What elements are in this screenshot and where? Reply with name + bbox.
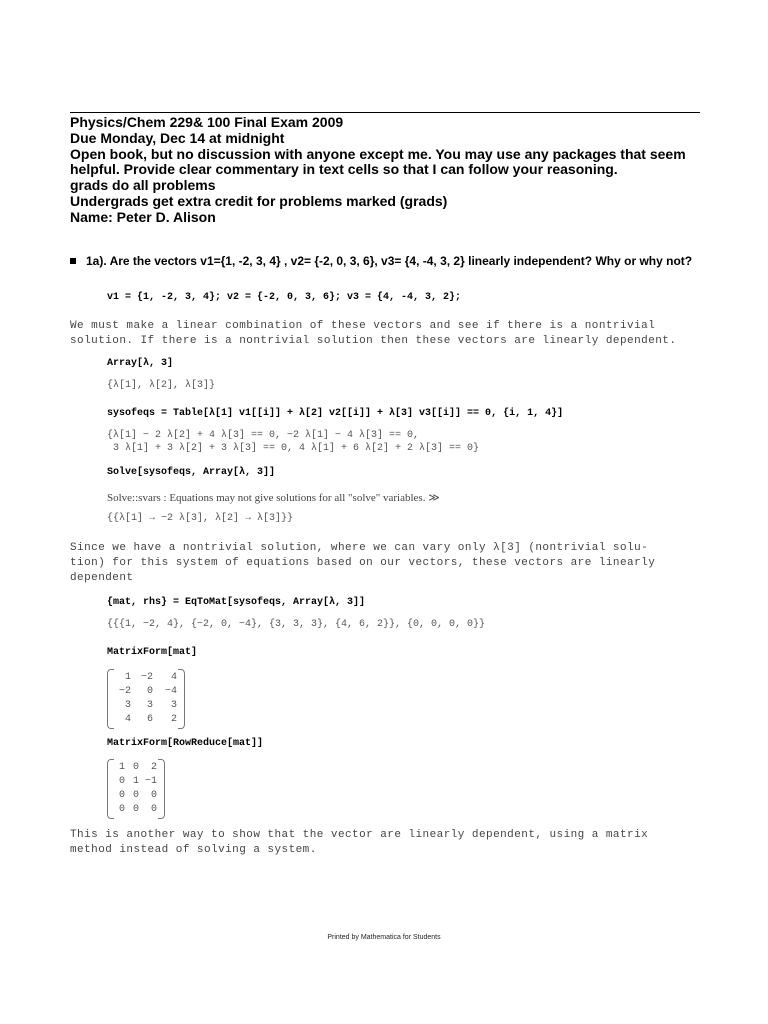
right-paren <box>158 759 165 819</box>
matrix-cell: 0 <box>132 790 139 801</box>
matrix-2-rows <box>114 759 158 819</box>
matrix-cell: −2 <box>140 672 153 683</box>
output-cell-array: {λ[1], λ[2], λ[3]} <box>107 380 216 391</box>
header-rule <box>70 112 700 113</box>
matrix-cell: 4 <box>124 714 131 725</box>
matrix-cell: 1 <box>124 672 131 683</box>
text-cell-2-line-1: Since we have a nontrivial solution, where we can vary only λ[3] (nontrivial solu- <box>70 542 649 554</box>
grads-note: grads do all problems <box>70 177 216 194</box>
left-paren <box>107 759 114 819</box>
text-cell-2-line-3: dependent <box>70 572 134 585</box>
matrix-cell: 0 <box>132 804 139 815</box>
matrix-cell: 6 <box>146 714 153 725</box>
matrix-cell: 2 <box>170 714 177 725</box>
matrix-row <box>115 671 177 685</box>
print-footer: Printed by Mathematica for Students <box>327 934 441 941</box>
matrix-row <box>115 775 157 789</box>
input-cell-solve[interactable]: Solve[sysofeqs, Array[λ, 3]] <box>107 467 276 478</box>
text-cell-3-line-1: This is another way to show that the vector are linearly dependent, using a matrix <box>70 829 649 841</box>
output-cell-sysofeqs-line-1: {λ[1] − 2 λ[2] + 4 λ[3] == 0, −2 λ[1] − 4 λ[3] == 0, <box>107 430 420 441</box>
input-cell-rowreduce[interactable]: MatrixForm[RowReduce[mat]] <box>107 738 264 749</box>
input-cell-vectors[interactable]: v1 = {1, -2, 3, 4}; v2 = {-2, 0, 3, 6}; v3 = {4, -4, 3, 2}; <box>107 292 462 303</box>
instructions-line-1: Open book, but no discussion with anyone except me. You may use any packages that seem <box>70 145 686 162</box>
matrix-row <box>115 761 157 775</box>
output-cell-eqtomat: {{{1, −2, 4}, {−2, 0, −4}, {3, 3, 3}, {4, 6, 2}}, {0, 0, 0, 0}} <box>107 619 486 630</box>
matrix-1-rows <box>114 669 178 729</box>
input-cell-sysofeqs[interactable]: sysofeqs = Table[λ[1] v1[[i]] + λ[2] v2[[i]] + λ[3] v3[[i]] == 0, {i, 1, 4}] <box>107 408 564 419</box>
matrix-cell: 3 <box>170 700 177 711</box>
matrix-cell: 2 <box>150 762 157 773</box>
matrix-row <box>115 713 177 727</box>
left-paren <box>107 669 114 729</box>
problem-1a-heading <box>70 254 692 268</box>
input-cell-array[interactable]: Array[λ, 3] <box>107 358 174 369</box>
text-cell-2[interactable] <box>70 541 700 587</box>
exam-title: Physics/Chem 229& 100 Final Exam 2009 <box>70 114 344 130</box>
matrix-cell: −4 <box>164 686 177 697</box>
exam-header <box>70 115 730 226</box>
text-cell-1[interactable] <box>70 319 700 349</box>
student-name: Name: Peter D. Alison <box>70 208 216 225</box>
matrix-row <box>115 699 177 713</box>
matrix-cell: 1 <box>118 762 125 773</box>
matrix-output-1 <box>107 669 185 729</box>
section-bullet-icon[interactable] <box>70 258 76 264</box>
matrix-cell: −1 <box>144 776 157 787</box>
matrix-cell: 0 <box>150 790 157 801</box>
output-cell-solve: {{λ[1] → −2 λ[3], λ[2] → λ[3]}} <box>107 513 294 524</box>
matrix-cell: 0 <box>150 804 157 815</box>
matrix-output-2 <box>107 759 165 819</box>
matrix-row <box>115 803 157 817</box>
matrix-cell: 0 <box>118 804 125 815</box>
text-cell-1-line-2: solution. If there is a nontrivial solution then these vectors are linearly dependent. <box>70 335 677 348</box>
text-cell-2-line-2: tion) for this system of equations based on our vectors, these vectors are linearly <box>70 557 656 570</box>
matrix-cell: 0 <box>146 686 153 697</box>
matrix-cell: 3 <box>146 700 153 711</box>
input-cell-matrixform[interactable]: MatrixForm[mat] <box>107 647 198 658</box>
matrix-cell: 1 <box>132 776 139 787</box>
solve-warning-message: Solve::svars : Equations may not give solutions for all "solve" variables. ≫ <box>107 492 440 504</box>
text-cell-3-line-2: method instead of solving a system. <box>70 844 317 857</box>
problem-1a-title: 1a). Are the vectors v1={1, -2, 3, 4} , v2= {-2, 0, 3, 6}, v3= {4, -4, 3, 2} linearly independent? Why or why not? <box>86 254 693 268</box>
undergrads-note: Undergrads get extra credit for problems marked (grads) <box>70 192 448 209</box>
matrix-cell: 4 <box>170 672 177 683</box>
right-paren <box>178 669 185 729</box>
due-date: Due Monday, Dec 14 at midnight <box>70 129 285 146</box>
matrix-row <box>115 789 157 803</box>
matrix-row <box>115 685 177 699</box>
matrix-cell: 0 <box>118 776 125 787</box>
output-cell-sysofeqs-line-2: 3 λ[1] + 3 λ[2] + 3 λ[3] == 0, 4 λ[1] + 6 λ[2] + 2 λ[3] == 0} <box>107 443 480 454</box>
matrix-cell: 0 <box>118 790 125 801</box>
matrix-cell: 0 <box>132 762 139 773</box>
input-cell-eqtomat[interactable]: {mat, rhs} = EqToMat[sysofeqs, Array[λ, 3]] <box>107 597 366 608</box>
instructions-line-2: helpful. Provide clear commentary in text cells so that I can follow your reasoning. <box>70 161 618 178</box>
text-cell-3[interactable] <box>70 828 700 858</box>
matrix-cell: 3 <box>124 700 131 711</box>
text-cell-1-line-1: We must make a linear combination of these vectors and see if there is a nontrivial <box>70 320 656 332</box>
matrix-cell: −2 <box>118 686 131 697</box>
